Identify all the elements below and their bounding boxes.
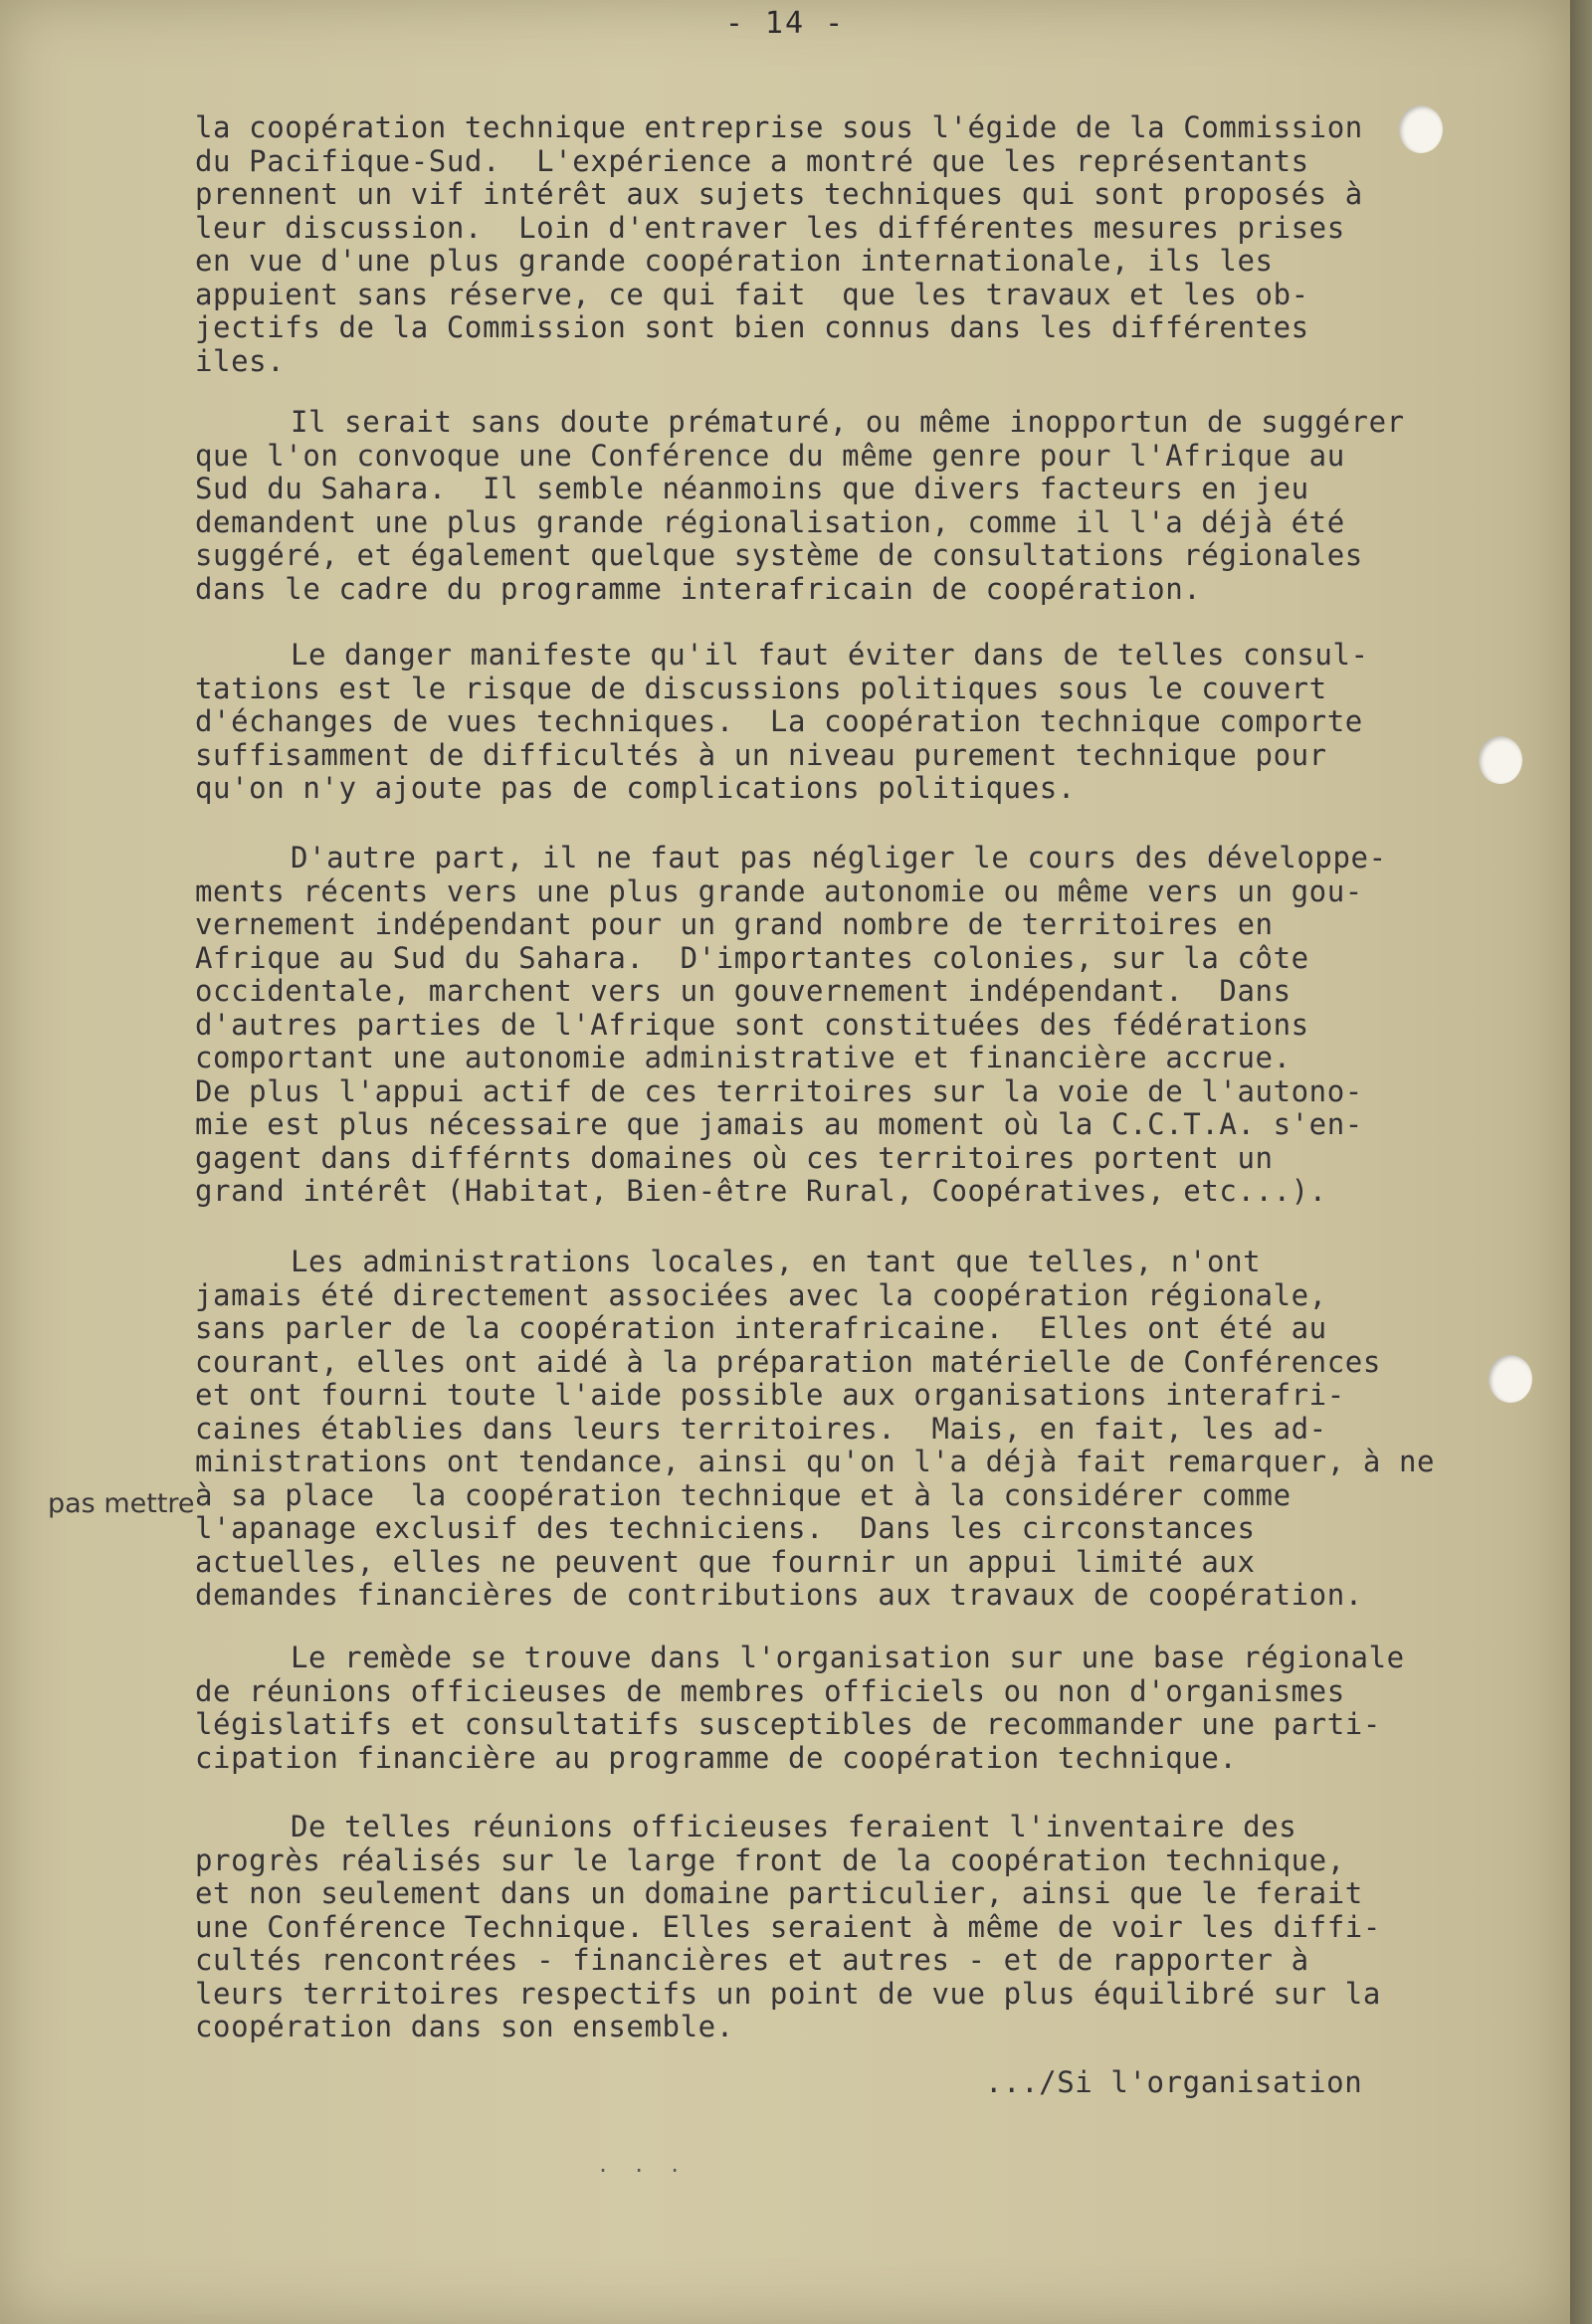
text-line: jamais été directement associées avec la coopération régionale, [195,1277,1327,1312]
text-line: à sa place la coopération technique et à la considérer comme [195,1477,1292,1512]
paragraph-1 [195,111,1498,378]
text-line: mie est plus nécessaire que jamais au moment où la C.C.T.A. s'en- [195,1107,1363,1141]
text-line: l'apanage exclusif des techniciens. Dans les circonstances [195,1511,1256,1545]
text-line: la coopération technique entreprise sous l'égide de la Commission [195,110,1363,144]
text-line: Sud du Sahara. Il semble néanmoins que divers facteurs en jeu [195,472,1309,505]
text-line: demandent une plus grande régionalisation, comme il l'a déjà été [195,504,1345,539]
page-edge [1570,0,1592,2324]
text-line: qu'on n'y ajoute pas de complications politiques. [195,771,1076,805]
text-line: Le remède se trouve dans l'organisation sur une base régionale [291,1641,1405,1674]
text-line: comportant une autonomie administrative et financière accrue. [195,1041,1292,1074]
text-line: leurs territoires respectifs un point de vue plus équilibré sur la [195,1976,1381,2011]
text-line: prennent un vif intérêt aux sujets techniques qui sont proposés à [195,177,1363,211]
paragraph-4 [195,842,1498,1209]
text-line: de réunions officieuses de membres officiels ou non d'organismes [195,1673,1345,1708]
text-line: en vue d'une plus grande coopération internationale, ils les [195,244,1274,278]
page-number: - 14 - [724,6,846,41]
text-line: jectifs de la Commission sont bien connus dans les différentes [195,310,1309,344]
text-line: D'autre part, il ne faut pas négliger le cours des développe- [291,841,1387,874]
text-line: tations est le risque de discussions politiques sous le couvert [195,671,1327,705]
text-line: suggéré, et également quelque système de consultations régionales [195,538,1363,572]
text-line: législatifs et consultatifs susceptibles de recommander une parti- [195,1707,1381,1741]
text-line: leur discussion. Loin d'entraver les différentes mesures prises [195,210,1345,245]
text-line: Afrique au Sud du Sahara. D'importantes colonies, sur la côte [195,940,1309,975]
text-line: De plus l'appui actif de ces territoires sur la voie de l'autono- [195,1073,1363,1108]
paragraph-6 [195,1642,1498,1775]
text-line: De telles réunions officieuses feraient l'inventaire des [291,1810,1297,1843]
text-line: d'autres parties de l'Afrique sont constituées des fédérations [195,1007,1309,1042]
text-line: suffisamment de difficultés à un niveau purement technique pour [195,737,1327,772]
paragraph-7 [195,1811,1498,2044]
text-line: appuient sans réserve, ce qui fait que les travaux et les ob- [195,277,1309,311]
text-line: occidentale, marchent vers un gouvernement indépendant. Dans [195,974,1292,1008]
text-line: que l'on convoque une Conférence du même genre pour l'Afrique au [195,438,1345,473]
handwritten-margin-note: pas mettre [48,1488,195,1519]
continuation-text: .../Si l'organisation [985,2065,1363,2099]
text-line: courant, elles ont aidé à la préparation matérielle de Conférences [195,1344,1381,1379]
text-line: grand intérêt (Habitat, Bien-être Rural, Coopératives, etc...). [195,1174,1327,1208]
text-line: progrès réalisés sur le large front de la coopération technique, [195,1842,1345,1877]
text-line: et non seulement dans un domaine particulier, ainsi que le ferait [195,1876,1363,1910]
text-line: gagent dans différnts domaines où ces territoires portent un [195,1140,1274,1175]
text-line: vernement indépendant pour un grand nombre de territoires en [195,907,1274,941]
text-line: actuelles, elles ne peuvent que fournir un appui limité aux [195,1544,1256,1579]
text-line: du Pacifique-Sud. L'expérience a montré que les représentants [195,143,1309,178]
text-line: une Conférence Technique. Elles seraient à même de voir les diffi- [195,1909,1381,1944]
text-line: iles. [195,343,286,378]
text-line: ministrations ont tendance, ainsi qu'on l'a déjà fait remarquer, à ne [195,1445,1436,1478]
text-line: dans le cadre du programme interafricain de coopération. [195,571,1202,606]
text-line: demandes financières de contributions aux travaux de coopération. [195,1578,1363,1612]
paragraph-5 [195,1246,1498,1613]
text-line: cipation financière au programme de coopération technique. [195,1740,1238,1775]
paragraph-3 [195,639,1498,806]
text-line: Il serait sans doute prématuré, ou même inopportun de suggérer [291,405,1405,439]
text-line: caines établies dans leurs territoires. Mais, en fait, les ad- [195,1411,1327,1446]
text-line: Le danger manifeste qu'il faut éviter dans de telles consul- [291,638,1369,672]
footer-mark: . . . [597,2153,688,2177]
text-line: d'échanges de vues techniques. La coopération technique comporte [195,704,1363,738]
text-line: ments récents vers une plus grande autonomie ou même vers un gou- [195,873,1363,908]
text-line: Les administrations locales, en tant que telles, n'ont [291,1245,1262,1278]
paragraph-2 [195,406,1498,606]
text-line: cultés rencontrées - financières et autres - et de rapporter à [195,1943,1309,1977]
text-line: et ont fourni toute l'aide possible aux organisations interafri- [195,1378,1345,1412]
text-line: sans parler de la coopération interafricaine. Elles ont été au [195,1311,1327,1345]
text-line: coopération dans son ensemble. [195,2010,734,2043]
